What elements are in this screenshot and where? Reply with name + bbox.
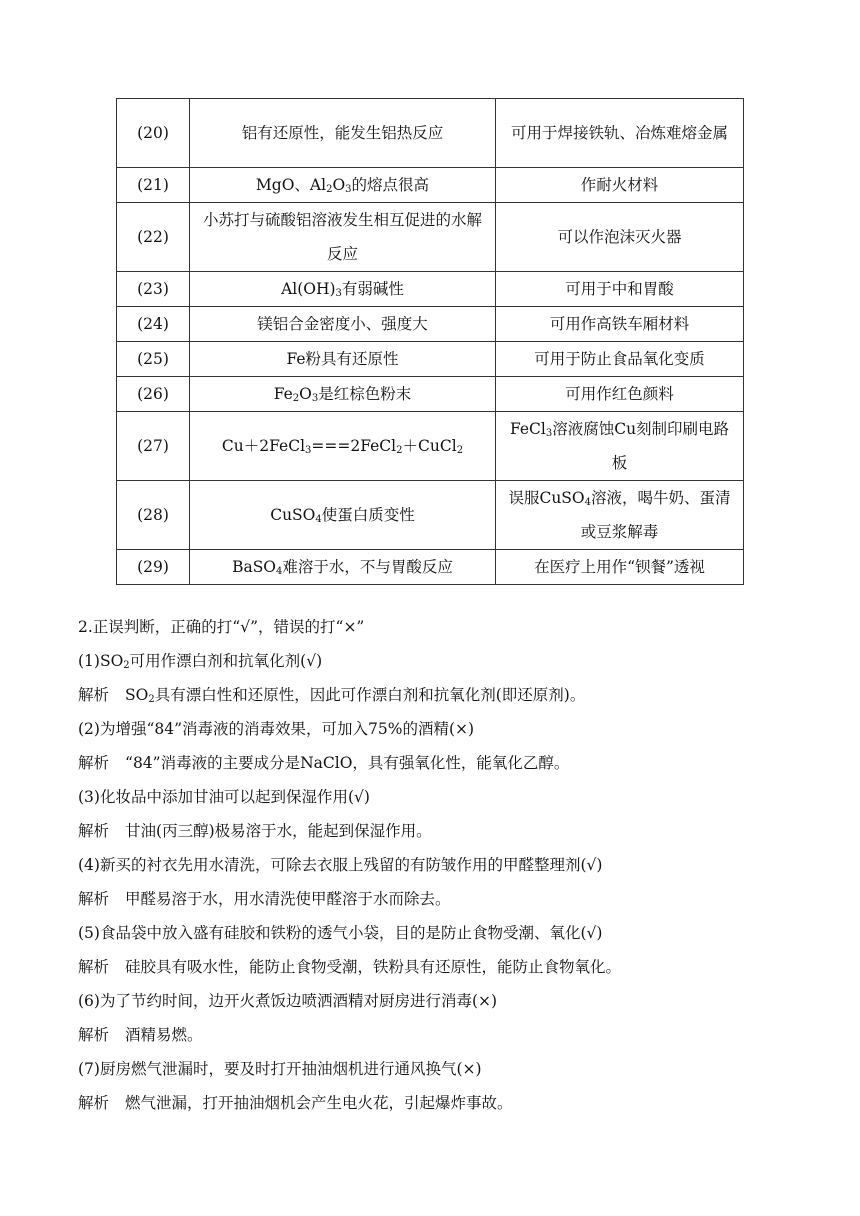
analysis-label: 解析	[78, 686, 110, 704]
property-cell: Cu＋2FeCl$_3$===2FeCl$_2$＋CuCl$_2$	[190, 412, 496, 481]
question-5: (5)食品袋中放入盛有硅胶和铁粉的透气小袋，目的是防止食物受潮、氧化(√)	[78, 924, 603, 942]
use-cell: 在医疗上用作“钡餐”透视	[496, 550, 744, 585]
analysis-2: 解析 “84”消毒液的主要成分是NaClO，具有强氧化性，能氧化乙醇。	[78, 754, 570, 772]
property-cell: 镁铝合金密度小、强度大	[190, 307, 496, 342]
use-cell: 可用于焊接铁轨、冶炼难熔金属	[496, 99, 744, 168]
question-7: (7)厨房燃气泄漏时，要及时打开抽油烟机进行通风换气(×)	[78, 1060, 482, 1078]
table-row	[117, 307, 744, 342]
table-row	[117, 168, 744, 203]
property-cell: $Al(OH)_3$有弱碱性	[190, 272, 496, 307]
question-3: (3)化妆品中添加甘油可以起到保湿作用(√)	[78, 788, 370, 806]
analysis-label: 解析	[78, 890, 110, 908]
property-cell: CuSO$_4$使蛋白质变性	[190, 481, 496, 550]
row-number: (20)	[117, 99, 190, 168]
table-row	[117, 377, 744, 412]
analysis-label: 解析	[78, 822, 110, 840]
use-cell: 可用作红色颜料	[496, 377, 744, 412]
row-number: (22)	[117, 203, 190, 272]
use-cell: 可用于防止食品氧化变质	[496, 342, 744, 377]
row-number: (23)	[117, 272, 190, 307]
table-row	[117, 99, 744, 168]
use-cell: FeCl$_3$溶液腐蚀Cu刻制印刷电路板	[496, 412, 744, 481]
row-number: (28)	[117, 481, 190, 550]
analysis-label: 解析	[78, 958, 110, 976]
property-cell: MgO、$Al_2O_3$的熔点很高	[190, 168, 496, 203]
property-cell: 铝有还原性，能发生铝热反应	[190, 99, 496, 168]
question-4: (4)新买的衬衣先用水清洗，可除去衣服上残留的有防皱作用的甲醛整理剂(√)	[78, 856, 603, 874]
section-heading: 2.正误判断，正确的打“√”，错误的打“×”	[78, 618, 365, 636]
use-cell: 可用于中和胃酸	[496, 272, 744, 307]
row-number: (29)	[117, 550, 190, 585]
question-6: (6)为了节约时间，边开火煮饭边喷洒酒精对厨房进行消毒(×)	[78, 992, 498, 1010]
analysis-6: 解析 酒精易燃。	[78, 1026, 203, 1044]
table-row	[117, 412, 744, 481]
analysis-label: 解析	[78, 1026, 110, 1044]
row-number: (27)	[117, 412, 190, 481]
use-cell: 可以作泡沫灭火器	[496, 203, 744, 272]
use-cell: 作耐火材料	[496, 168, 744, 203]
analysis-4: 解析 甲醛易溶于水，用水清洗使甲醛溶于水而除去。	[78, 890, 451, 908]
property-cell: BaSO$_4$难溶于水，不与胃酸反应	[190, 550, 496, 585]
row-number: (24)	[117, 307, 190, 342]
question-2: (2)为增强“84”消毒液的消毒效果，可加入75%的酒精(×)	[78, 720, 475, 738]
table-row	[117, 481, 744, 550]
table-row	[117, 550, 744, 585]
property-cell: 小苏打与硫酸铝溶液发生相互促进的水解反应	[190, 203, 496, 272]
row-number: (25)	[117, 342, 190, 377]
analysis-7: 解析 燃气泄漏，打开抽油烟机会产生电火花，引起爆炸事故。	[78, 1094, 513, 1112]
row-number: (26)	[117, 377, 190, 412]
property-cell: Fe粉具有还原性	[190, 342, 496, 377]
row-number: (21)	[117, 168, 190, 203]
property-cell: $Fe_2O_3$是红棕色粉末	[190, 377, 496, 412]
analysis-1: 解析 $SO_2$具有漂白性和还原性，因此可作漂白剂和抗氧化剂(即还原剂)。	[78, 686, 586, 705]
table-row	[117, 272, 744, 307]
analysis-label: 解析	[78, 754, 110, 772]
use-cell: 可用作高铁车厢材料	[496, 307, 744, 342]
table-row	[117, 203, 744, 272]
true-false-section	[78, 610, 778, 1120]
question-1: $(1)SO_2$可用作漂白剂和抗氧化剂(√)	[78, 652, 323, 671]
analysis-label: 解析	[78, 1094, 110, 1112]
analysis-5: 解析 硅胶具有吸水性，能防止食物受潮，铁粉具有还原性，能防止食物氧化。	[78, 958, 622, 976]
analysis-3: 解析 甘油(丙三醇)极易溶于水，能起到保湿作用。	[78, 822, 432, 840]
table-row	[117, 342, 744, 377]
use-cell: 误服CuSO$_4$溶液，喝牛奶、蛋清或豆浆解毒	[496, 481, 744, 550]
properties-uses-table	[116, 98, 744, 585]
